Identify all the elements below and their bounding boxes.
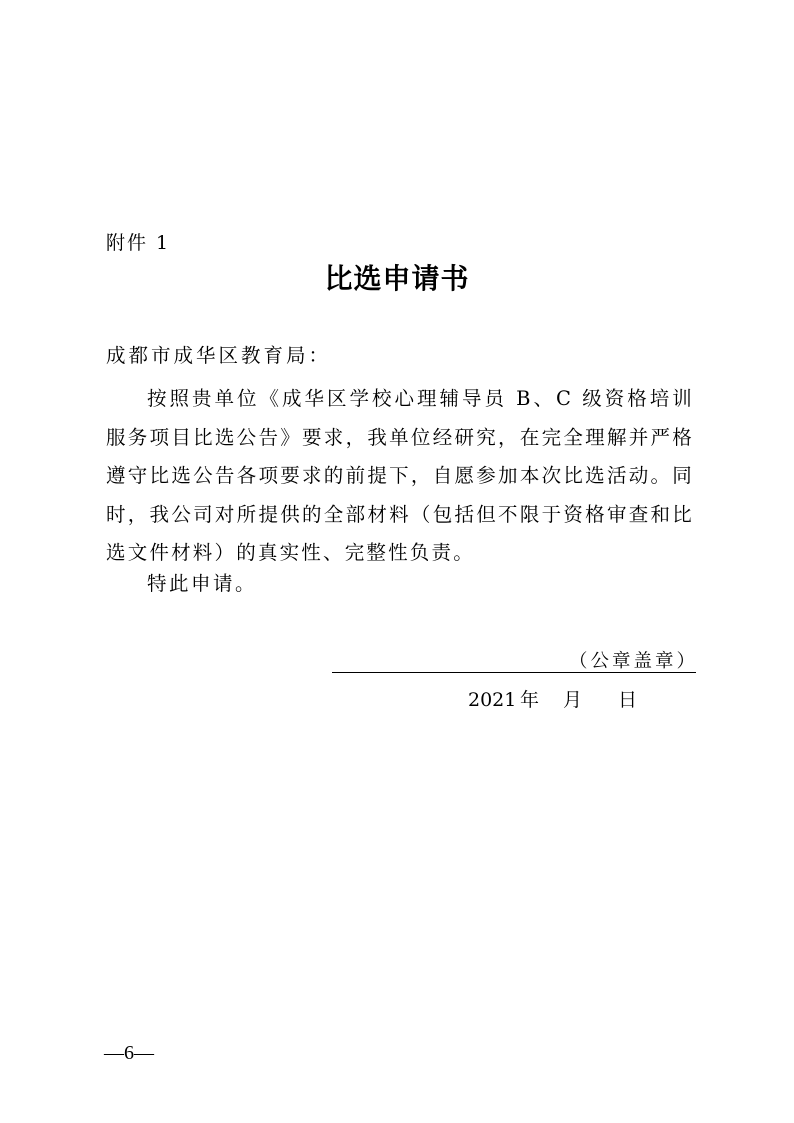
salutation: 成都市成华区教育局：	[106, 344, 332, 367]
seal-note: （公章盖章）	[569, 651, 699, 672]
date-day-unit: 日	[618, 689, 638, 711]
date-year: 2021	[468, 689, 517, 711]
date-year-unit: 年	[520, 689, 540, 711]
body-paragraph: 按照贵单位《成华区学校心理辅导员 B、C 级资格培训服务项目比选公告》要求，我单位经研究，在完全理解并严格遵守比选公告各项要求的前提下，自愿参加本次比选活动。同时，我公司对所提供的全部材料（包括但不限于资格审查和比选文件材料）的真实性、完整性负责。	[106, 387, 694, 564]
attachment-label: 附件 1	[106, 232, 171, 254]
document-title: 比选申请书	[324, 262, 470, 295]
closing-text: 特此申请。	[147, 572, 258, 595]
date-month-unit: 月	[563, 689, 583, 711]
page-number: —6—	[104, 1042, 154, 1064]
signature-line	[332, 672, 696, 673]
date-row	[468, 687, 668, 713]
